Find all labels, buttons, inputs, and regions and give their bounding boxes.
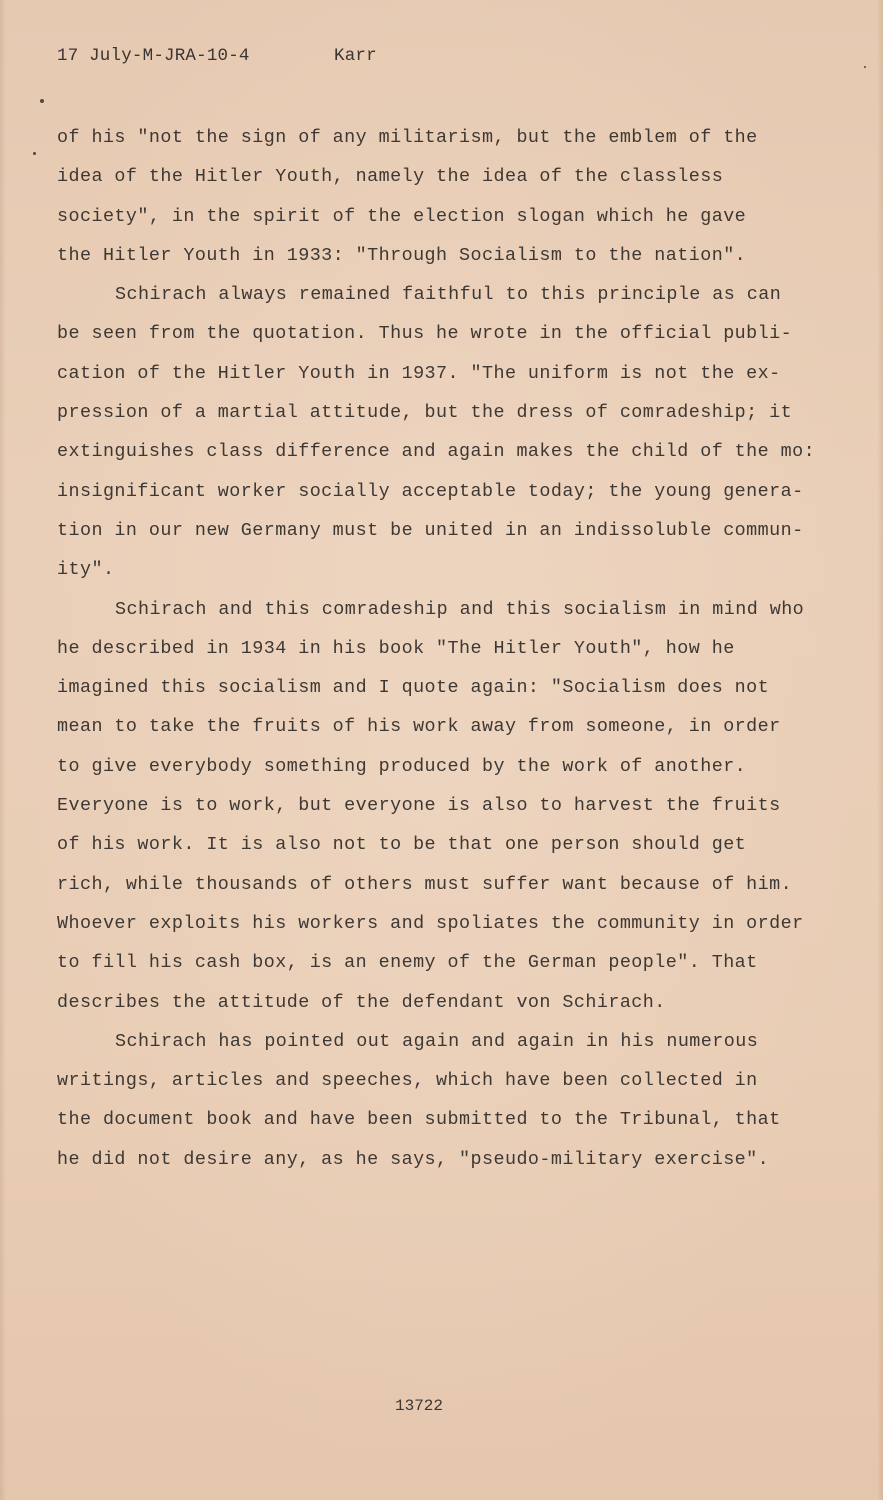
text-line: to fill his cash box, is an enemy of the German people". That — [57, 952, 758, 974]
text-line: cation of the Hitler Youth in 1937. "The uniform is not the ex- — [57, 362, 781, 384]
text-line: the Hitler Youth in 1933: "Through Socialism to the nation". — [57, 244, 747, 266]
text-line: the document book and have been submitted to the Tribunal, that — [57, 1109, 781, 1131]
text-line: of his work. It is also not to be that one person should get — [57, 834, 747, 856]
text-line: rich, while thousands of others must suffer want because of him. — [57, 873, 793, 895]
left-edge-shadow — [0, 0, 6, 1500]
paper-speck — [864, 66, 866, 68]
text-line: be seen from the quotation. Thus he wrote in the official publi- — [57, 323, 793, 345]
text-line: ity". — [57, 559, 115, 581]
paragraph-first-line: Schirach has pointed out again and again in his numerous — [115, 1030, 759, 1052]
text-line: imagined this socialism and I quote again: "Socialism does not — [57, 677, 770, 699]
page-number: 13722 — [394, 1397, 443, 1415]
document-reference: 17 July-M-JRA-10-4 — [57, 46, 250, 66]
text-line: extinguishes class difference and again makes the child of the mo: — [57, 441, 816, 463]
paper-speck — [33, 152, 36, 155]
page-header — [57, 46, 377, 66]
text-line: of his "not the sign of any militarism, but the emblem of the — [57, 127, 758, 148]
text-line: he described in 1934 in his book "The Hitler Youth", how he — [57, 637, 735, 659]
text-line: idea of the Hitler Youth, namely the idea of the classless — [57, 166, 724, 188]
text-line: describes the attitude of the defendant von Schirach. — [57, 991, 666, 1013]
paragraph-first-line: Schirach always remained faithful to this principle as can — [115, 284, 782, 306]
text-line: mean to take the fruits of his work away from someone, in order — [57, 716, 781, 738]
text-line: tion in our new Germany must be united in an indissoluble commun- — [57, 519, 804, 541]
text-line: Whoever exploits his workers and spoliates the community in order — [57, 912, 804, 934]
right-edge-shadow — [877, 0, 883, 1500]
paragraph-first-line: Schirach and this comradeship and this socialism in mind who — [115, 598, 805, 620]
text-line: pression of a martial attitude, but the dress of comradeship; it — [57, 402, 793, 424]
text-line: insignificant worker socially acceptable today; the young genera- — [57, 480, 804, 502]
text-line: writings, articles and speeches, which have been collected in — [57, 1070, 758, 1092]
text-line: to give everybody something produced by the work of another. — [57, 755, 747, 777]
transcriber-name: Karr — [334, 46, 377, 66]
transcript-body — [57, 118, 827, 1179]
text-line: society", in the spirit of the election slogan which he gave — [57, 205, 747, 227]
text-line: Everyone is to work, but everyone is also to harvest the fruits — [57, 795, 781, 817]
paper-speck — [40, 99, 44, 103]
text-line: he did not desire any, as he says, "pseudo-military exercise". — [57, 1148, 770, 1170]
